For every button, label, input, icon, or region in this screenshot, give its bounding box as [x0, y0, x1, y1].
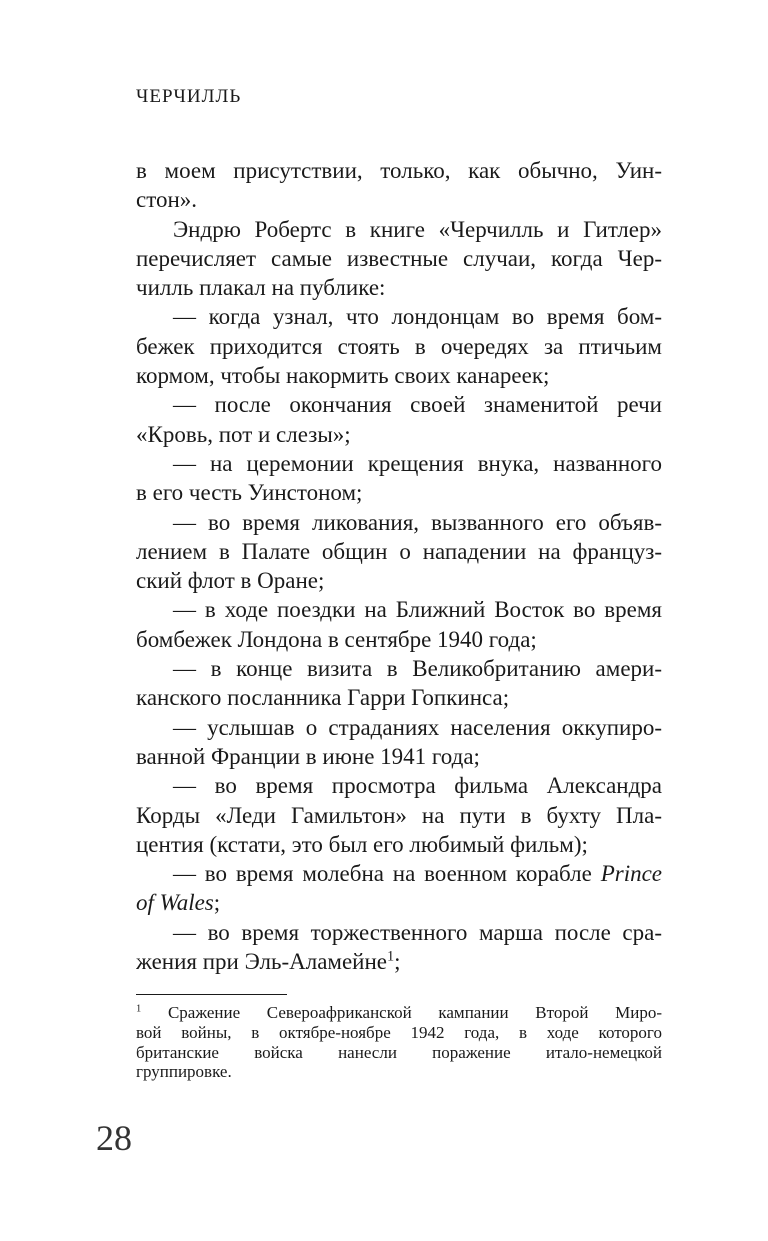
text-fragment: ;: [213, 890, 221, 916]
text-line: чилль плакал на публике:: [136, 275, 386, 301]
list-item-line: — во время ликования, вызванного его объяв-: [173, 509, 662, 535]
text-fragment: жения при Эль-Аламейне: [136, 949, 388, 975]
list-item-line: — в ходе поездки на Ближний Восток во время: [173, 597, 662, 623]
text-line: стон».: [136, 187, 198, 213]
text-line: бежек приходится стоять в очередях за птичьим: [136, 333, 662, 359]
list-item-line: — на церемонии крещения внука, названного: [173, 450, 662, 476]
text-line: [136, 888, 662, 917]
list-item-line: — во время просмотра фильма Александра: [173, 773, 662, 799]
text-line: Эндрю Робертс в книге «Черчилль и Гитлер»: [173, 216, 662, 242]
text-line: кормом, чтобы накормить своих канареек;: [136, 363, 550, 389]
text-line: центия (кстати, это был его любимый фильм);: [136, 831, 588, 857]
ship-name-italic: Prince: [600, 861, 662, 887]
list-item-line: — когда узнал, что лондонцам во время бом-: [173, 304, 662, 330]
text-line: «Кровь, пот и слезы»;: [136, 421, 351, 447]
main-text: [136, 156, 662, 976]
text-line: бомбежек Лондона в сентябре 1940 года;: [136, 626, 537, 652]
list-item-line: — после окончания своей знаменитой речи: [173, 392, 662, 418]
page-number: 28: [96, 1118, 132, 1158]
text-line: в моем присутствии, только, как обычно, Уин-: [136, 158, 662, 183]
footnote-line: группировке.: [136, 1062, 232, 1082]
text-fragment: — во время молебна на военном корабле: [173, 861, 601, 887]
footnote-reference: 1: [387, 948, 395, 965]
footnote-line: вой войны, в октябре-ноябре 1942 года, в ходе которого: [136, 1022, 662, 1042]
footnote-line: [136, 1003, 662, 1023]
text-line: перечисляет самые известные случаи, когда Чер-: [136, 245, 662, 271]
text-fragment: ;: [394, 949, 401, 975]
list-item-line: — во время торжественного марша после сра-: [173, 919, 662, 945]
footnote-divider: [136, 994, 287, 995]
list-item-line: [136, 859, 662, 888]
footnote-line: британские войска нанесли поражение итало-немецкой: [136, 1042, 662, 1062]
text-line: в его честь Уинстоном;: [136, 480, 363, 506]
text-fragment: Сражение Североафриканской кампании Второй Миро-: [141, 1003, 662, 1022]
footnote: [136, 1003, 662, 1082]
text-line: [136, 947, 662, 976]
text-line: лением в Палате общин о нападении на француз-: [136, 538, 662, 564]
text-line: Корды «Леди Гамильтон» на пути в бухту Пла-: [136, 802, 662, 828]
footnote-marker: 1: [136, 1003, 142, 1015]
text-line: канского посланника Гарри Гопкинса;: [136, 685, 510, 711]
list-item-line: — услышав о страданиях населения оккупиро-: [173, 714, 662, 740]
text-line: ский флот в Оране;: [136, 568, 325, 594]
running-head: ЧЕРЧИЛЛЬ: [136, 86, 242, 107]
list-item-line: — в конце визита в Великобританию амери-: [173, 656, 662, 682]
ship-name-italic: of Wales: [136, 890, 214, 916]
text-line: ванной Франции в июне 1941 года;: [136, 743, 480, 769]
